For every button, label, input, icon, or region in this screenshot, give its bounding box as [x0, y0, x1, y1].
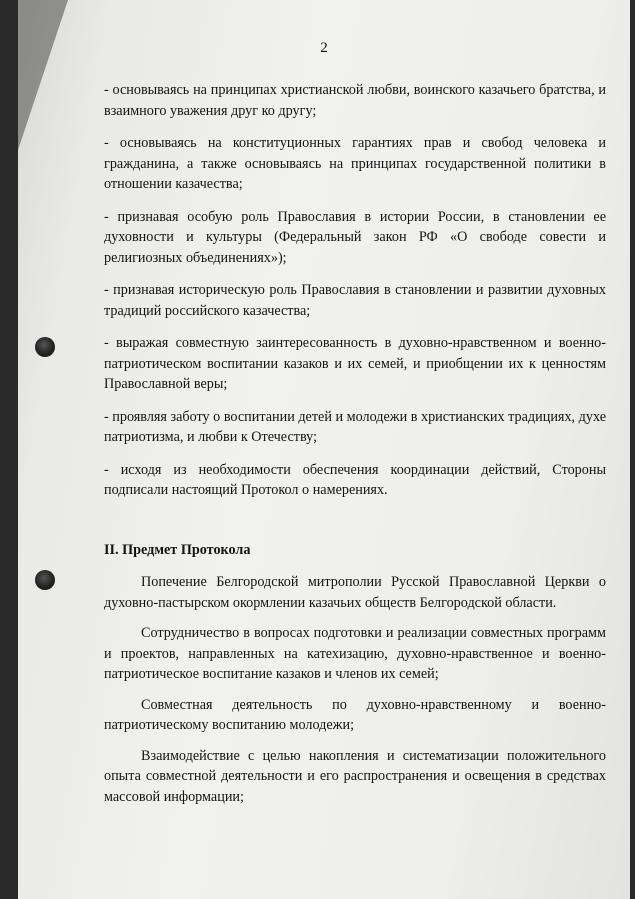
scan-shadow [18, 0, 68, 150]
page-number: 2 [320, 40, 328, 56]
punch-hole [35, 337, 55, 357]
document-page [18, 0, 630, 899]
intro-clause: - признавая особую роль Православия в истории России, в становлении ее духовности и культуры (Федеральный закон РФ «О свободе совести и религиозных объединениях»); [104, 208, 606, 266]
section-item: Сотрудничество в вопросах подготовки и реализации совместных программ и проектов, направленных на катехизацию, духовно-нравственное и военно-патриотическое воспитание казаков и членов их семей; [104, 625, 606, 682]
section-heading: II. Предмет Протокола [104, 541, 251, 558]
section-item: Попечение Белгородской митрополии Русской Православной Церкви о духовно-пастырском окормлении казачьих обществ Белгородской области. [104, 574, 606, 611]
document-body [104, 80, 606, 817]
intro-clause: - основываясь на принципах христианской любви, воинского казачьего братства, и взаимного уважения друг ко другу; [104, 82, 606, 119]
intro-clause: - исходя из необходимости обеспечения координации действий, Стороны подписали настоящий Протокол о намерениях. [104, 461, 606, 498]
intro-clause: - признавая историческую роль Православия в становлении и развитии духовных традиций российского казачества; [104, 282, 606, 319]
section-item: Совместная деятельность по духовно-нравственному и военно-патриотическому воспитанию молодежи; [104, 696, 606, 733]
intro-clause: - проявляя заботу о воспитании детей и молодежи в христианских традициях, духе патриотизма, и любви к Отечеству; [104, 408, 606, 445]
section-item: Взаимодействие с целью накопления и систематизации положительного опыта совместной деятельности и его распространения и освещения в средствах массовой информации; [104, 747, 606, 805]
intro-clause: - выражая совместную заинтересованность в духовно-нравственном и военно-патриотическом воспитании казаков и их семей, и приобщении их к ценностям Православной веры; [104, 335, 606, 392]
intro-clause: - основываясь на конституционных гарантиях прав и свобод человека и гражданина, а также основываясь на принципах государственной политики в отношении казачества; [104, 135, 606, 192]
punch-hole [35, 570, 55, 590]
